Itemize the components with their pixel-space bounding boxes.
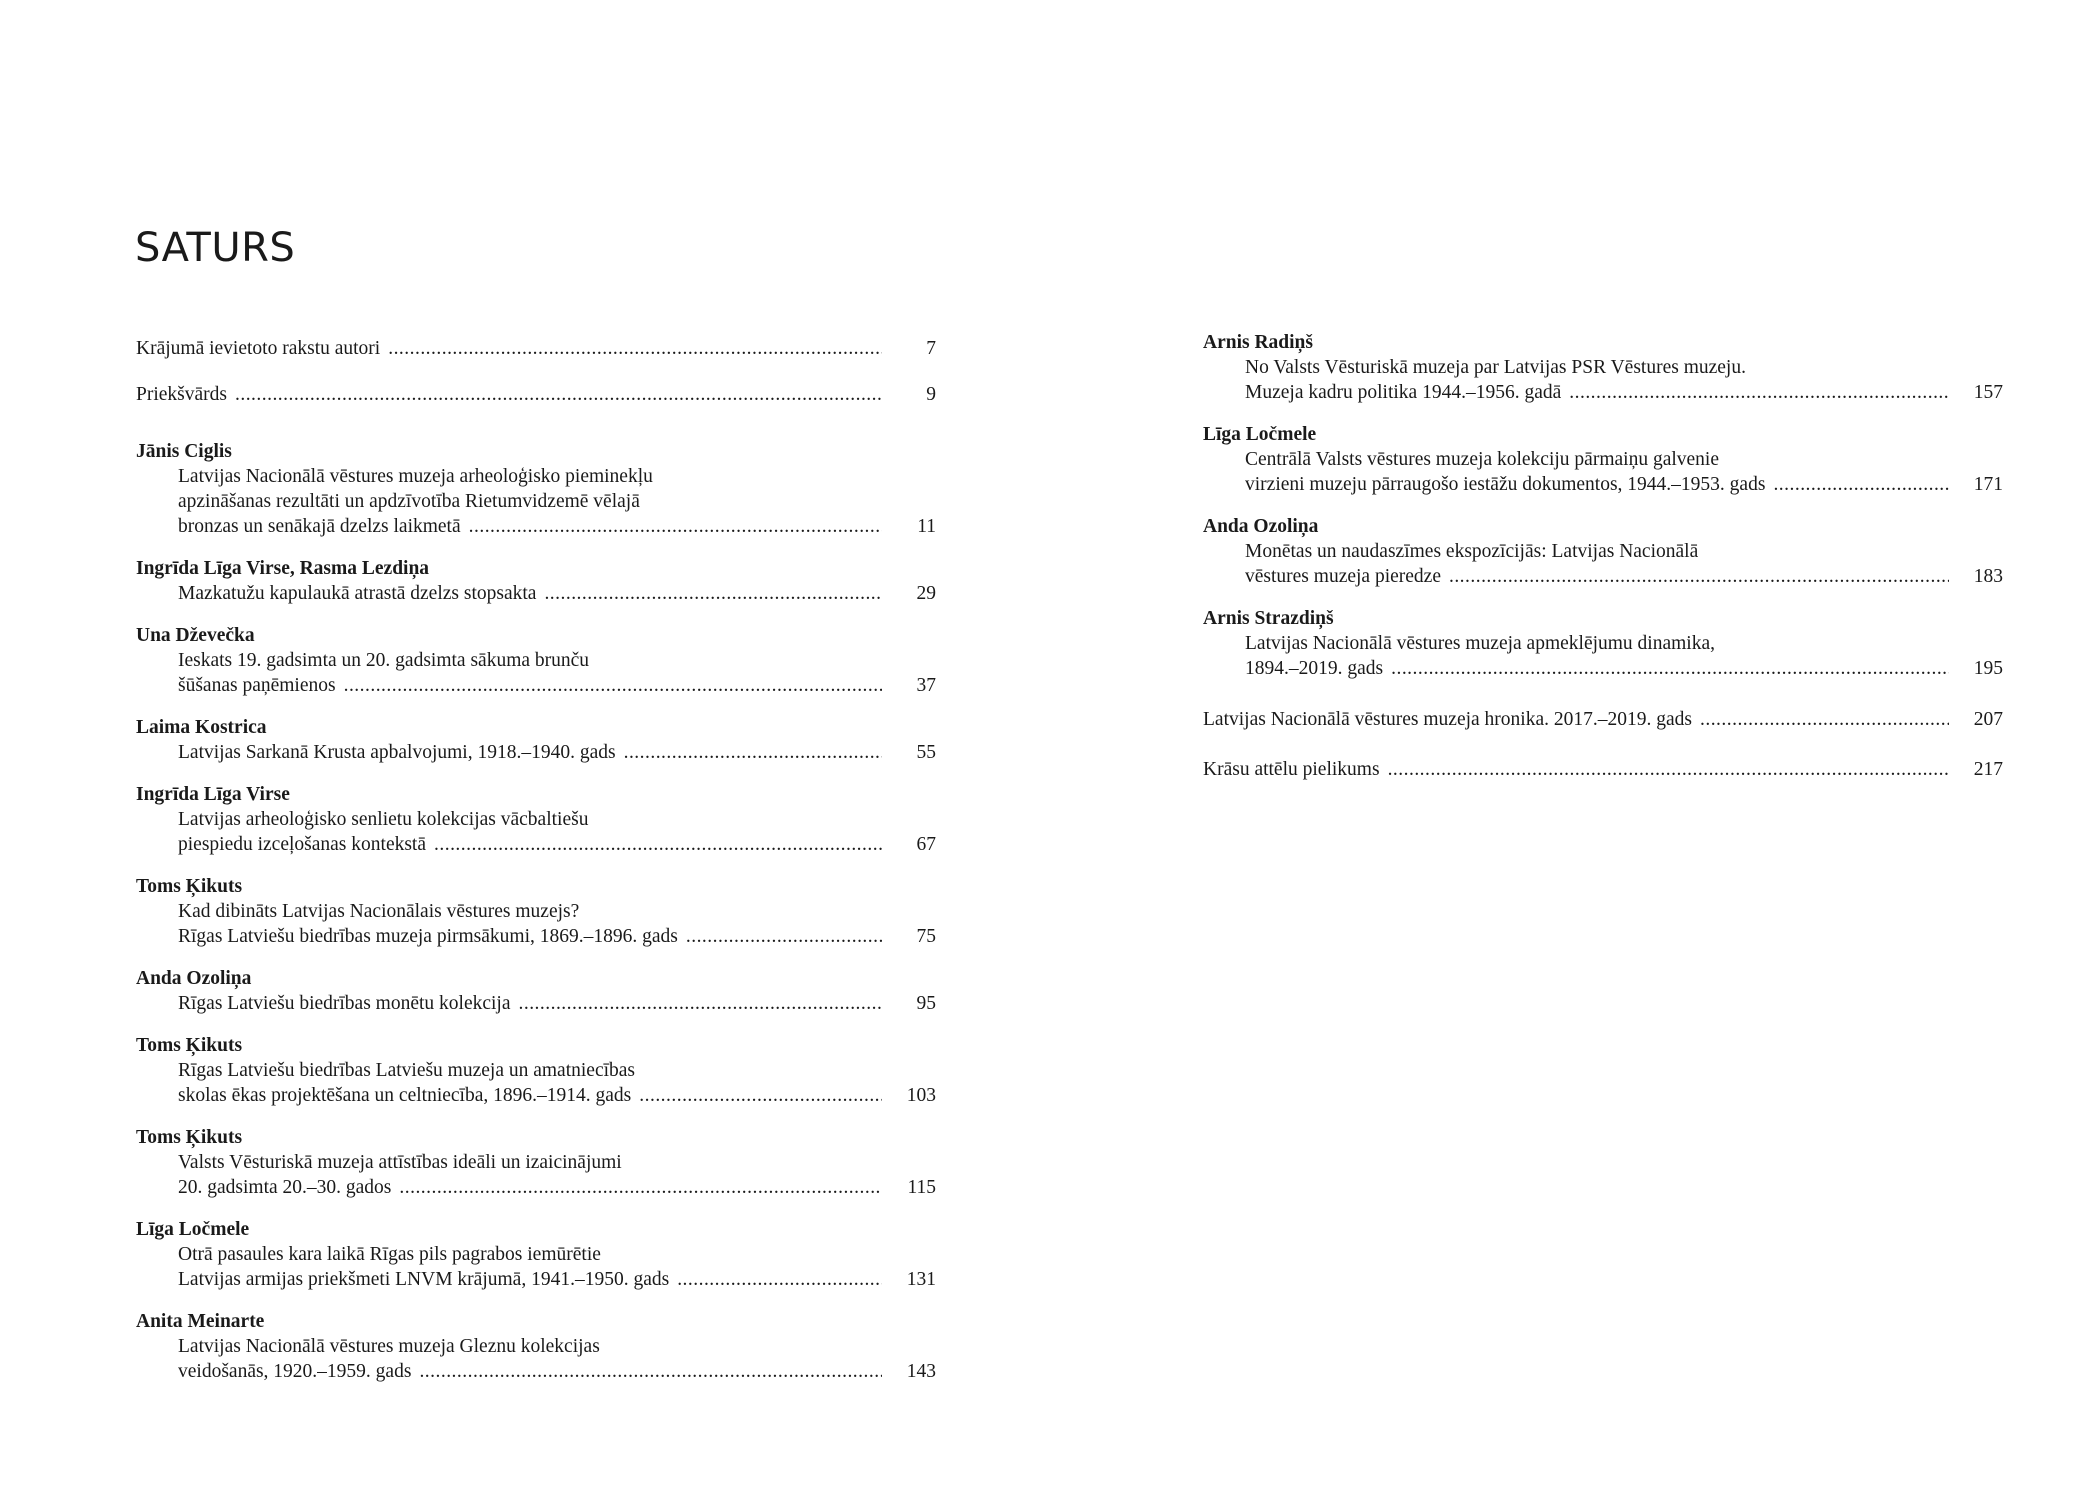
- page-number: 115: [907, 1177, 936, 1198]
- article-title-line: veidošanās, 1920.–1959. gads: [178, 1361, 412, 1382]
- article-title-line: skolas ēkas projektēšana un celtniecība, 1896.–1914. gads: [178, 1085, 632, 1106]
- dot-leader: [639, 1083, 882, 1108]
- article-title-line: Centrālā Valsts vēstures muzeja kolekciju pārmaiņu galvenie: [1245, 449, 1719, 470]
- dot-leader: [686, 924, 882, 949]
- toc-article: [1203, 422, 2003, 497]
- article-title-line: Muzeja kadru politika 1944.–1956. gadā: [1245, 382, 1562, 403]
- toc-article: [136, 556, 936, 606]
- dot-leader: [434, 832, 882, 857]
- entry-title: Latvijas Nacionālā vēstures muzeja hronika. 2017.–2019. gads: [1203, 709, 1692, 730]
- article-author: Arnis Strazdiņš: [1203, 608, 1334, 629]
- dot-leader: [1391, 656, 1949, 681]
- dot-leader: [344, 673, 882, 698]
- toc-entry: [136, 382, 936, 407]
- article-title-line: Valsts Vēsturiskā muzeja attīstības ideāli un izaicinājumi: [178, 1152, 622, 1173]
- page-number: 217: [1973, 759, 2003, 780]
- page-number: 207: [1973, 709, 2003, 730]
- toc-article: [136, 1033, 936, 1108]
- article-title-line: apzināšanas rezultāti un apdzīvotība Rietumvidzemē vēlajā: [178, 491, 640, 512]
- article-title-line: Latvijas arheoloģisko senlietu kolekcijas vācbaltiešu: [178, 809, 589, 830]
- dot-leader: [519, 991, 883, 1016]
- article-author: Jānis Ciglis: [136, 441, 232, 462]
- dot-leader: [419, 1359, 882, 1384]
- page-number: 171: [1973, 474, 2003, 495]
- dot-leader: [624, 740, 882, 765]
- dot-leader: [1700, 707, 1949, 732]
- dot-leader: [399, 1175, 882, 1200]
- dot-leader: [677, 1267, 882, 1292]
- article-author: Laima Kostrica: [136, 717, 267, 738]
- entry-title: Krājumā ievietoto rakstu autori: [136, 338, 381, 359]
- article-title-line: 1894.–2019. gads: [1245, 658, 1384, 679]
- article-title-line: šūšanas paņēmienos: [178, 675, 336, 696]
- toc-article: [136, 1217, 936, 1292]
- article-title-line: Mazkatužu kapulaukā atrastā dzelzs stopsakta: [178, 583, 537, 604]
- dot-leader: [1569, 380, 1949, 405]
- article-title-line: virzieni muzeju pārraugošo iestāžu dokumentos, 1944.–1953. gads: [1245, 474, 1766, 495]
- page-number: 29: [916, 583, 936, 604]
- article-author: Toms Ķikuts: [136, 1127, 243, 1148]
- dot-leader: [469, 514, 882, 539]
- toc-entry: [1203, 707, 2003, 732]
- page-number: 67: [916, 834, 936, 855]
- article-author: Ingrīda Līga Virse: [136, 784, 290, 805]
- dot-leader: [1449, 564, 1949, 589]
- toc-article: [136, 782, 936, 857]
- article-author: Anita Meinarte: [136, 1311, 265, 1332]
- page-number: 11: [917, 516, 936, 537]
- article-title-line: 20. gadsimta 20.–30. gados: [178, 1177, 392, 1198]
- dot-leader: [235, 382, 882, 407]
- article-title-line: Rīgas Latviešu biedrības muzeja pirmsākumi, 1869.–1896. gads: [178, 926, 678, 947]
- article-title-line: Latvijas Nacionālā vēstures muzeja apmeklējumu dinamika,: [1245, 633, 1715, 654]
- page-number: 103: [906, 1085, 936, 1106]
- entry-title: Krāsu attēlu pielikums: [1203, 759, 1380, 780]
- dot-leader: [544, 581, 882, 606]
- toc-article: [136, 439, 936, 539]
- page-number: 143: [906, 1361, 936, 1382]
- toc-article: [136, 715, 936, 765]
- entry-title: Priekšvārds: [136, 384, 227, 405]
- page-number: 37: [916, 675, 936, 696]
- article-author: Toms Ķikuts: [136, 876, 243, 897]
- article-title-line: bronzas un senākajā dzelzs laikmetā: [178, 516, 461, 537]
- article-title-line: Latvijas armijas priekšmeti LNVM krājumā, 1941.–1950. gads: [178, 1269, 670, 1290]
- article-title-line: No Valsts Vēsturiskā muzeja par Latvijas PSR Vēstures muzeju.: [1245, 357, 1746, 378]
- dot-leader: [1773, 472, 1949, 497]
- page-title: SATURS: [135, 225, 296, 271]
- article-title-line: Latvijas Sarkanā Krusta apbalvojumi, 1918.–1940. gads: [178, 742, 616, 763]
- toc-article: [136, 966, 936, 1016]
- article-title-line: Otrā pasaules kara laikā Rīgas pils pagrabos iemūrētie: [178, 1244, 601, 1265]
- article-title-line: Rīgas Latviešu biedrības Latviešu muzeja un amatniecības: [178, 1060, 636, 1081]
- page-number: 183: [1973, 566, 2003, 587]
- article-author: Una Dževečka: [136, 625, 255, 646]
- dot-leader: [1388, 757, 1949, 782]
- toc-entry: [136, 336, 936, 361]
- page-number: 9: [926, 384, 936, 405]
- article-title-line: Rīgas Latviešu biedrības monētu kolekcija: [178, 993, 511, 1014]
- toc-article: [136, 623, 936, 698]
- page-number: 7: [926, 338, 936, 359]
- article-title-line: Ieskats 19. gadsimta un 20. gadsimta sākuma brunču: [178, 650, 590, 671]
- toc-article: [1203, 330, 2003, 405]
- article-author: Līga Ločmele: [1203, 424, 1317, 445]
- toc-entry: [1203, 757, 2003, 782]
- article-title-line: piespiedu izceļošanas kontekstā: [178, 834, 427, 855]
- toc-article: [136, 1309, 936, 1384]
- article-author: Arnis Radiņš: [1203, 332, 1313, 353]
- page-number: 95: [916, 993, 936, 1014]
- page-number: 157: [1973, 382, 2003, 403]
- article-author: Anda Ozoliņa: [136, 968, 252, 989]
- article-title-line: Latvijas Nacionālā vēstures muzeja arheoloģisko pieminekļu: [178, 466, 653, 487]
- toc-article: [1203, 514, 2003, 589]
- toc-article: [136, 874, 936, 949]
- article-author: Līga Ločmele: [136, 1219, 250, 1240]
- page-number: 195: [1973, 658, 2003, 679]
- article-title-line: Latvijas Nacionālā vēstures muzeja Gleznu kolekcijas: [178, 1336, 600, 1357]
- dot-leader: [388, 336, 882, 361]
- article-title-line: Kad dibināts Latvijas Nacionālais vēstures muzejs?: [178, 901, 580, 922]
- article-author: Ingrīda Līga Virse, Rasma Lezdiņa: [136, 558, 430, 579]
- toc-article: [136, 1125, 936, 1200]
- toc-article: [1203, 606, 2003, 681]
- article-title-line: Monētas un naudaszīmes ekspozīcijās: Latvijas Nacionālā: [1245, 541, 1699, 562]
- page-number: 75: [916, 926, 936, 947]
- page-number: 131: [906, 1269, 936, 1290]
- article-author: Anda Ozoliņa: [1203, 516, 1319, 537]
- article-author: Toms Ķikuts: [136, 1035, 243, 1056]
- article-title-line: vēstures muzeja pieredze: [1245, 566, 1441, 587]
- page-number: 55: [916, 742, 936, 763]
